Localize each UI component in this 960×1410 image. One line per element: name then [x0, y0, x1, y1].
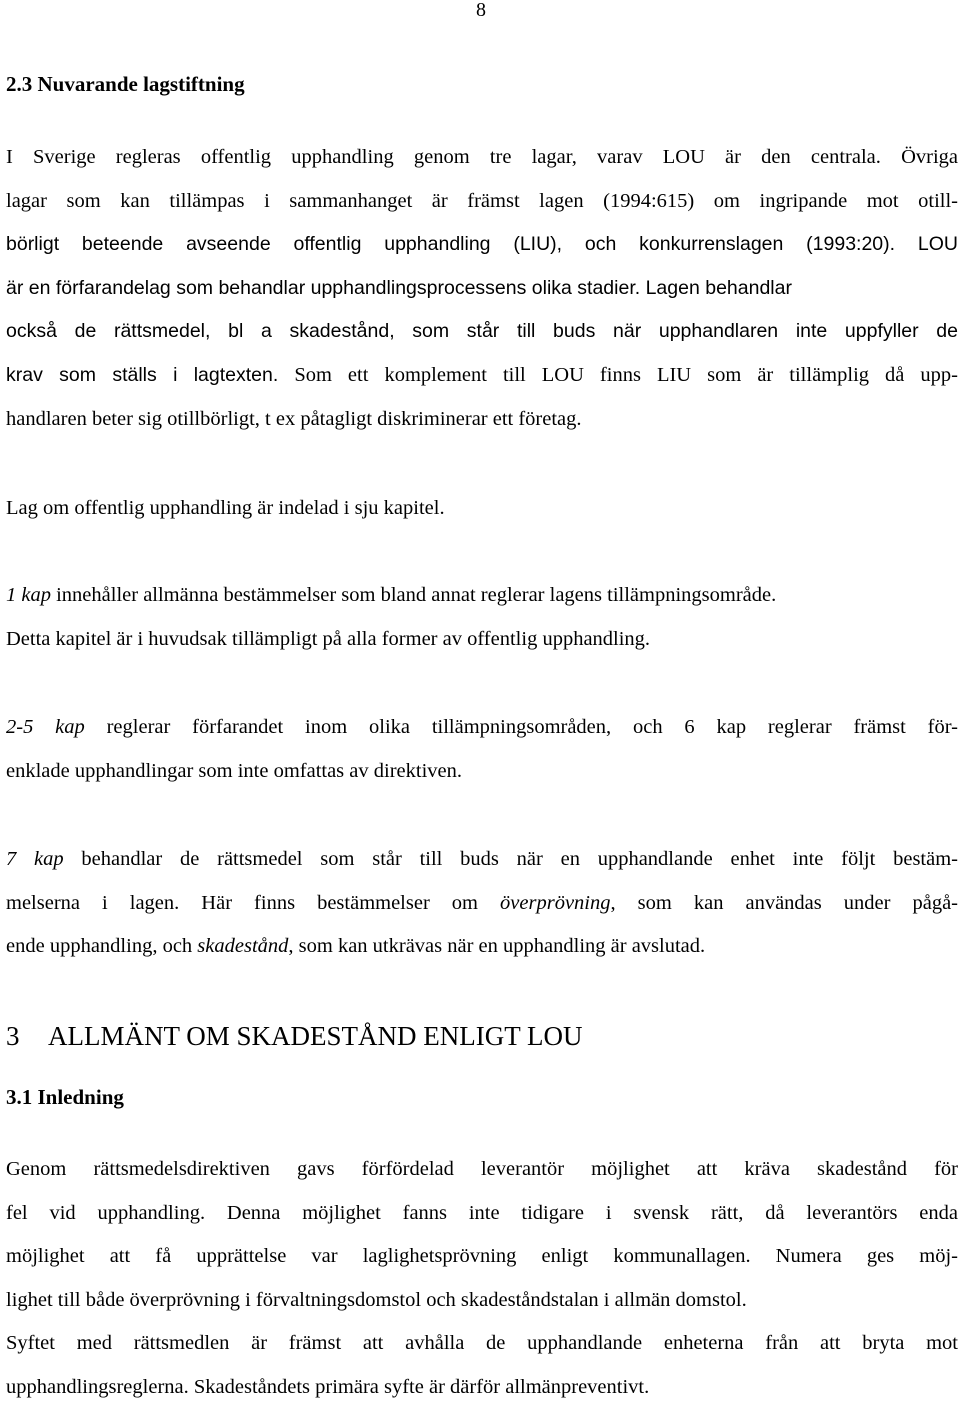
paragraph-introduction	[6, 1148, 958, 1410]
p1-line-5: också de rättsmedel, bl a skadestånd, som står till buds när upphandlaren inte uppfyller de	[6, 320, 958, 343]
p1-sentence-2-start: Övriga	[901, 146, 959, 168]
chapter-1-ref: 1 kap	[6, 584, 51, 606]
chapter-2-5-ref: 2-5 kap	[6, 716, 85, 738]
section-heading-3-1: 3.1 Inledning	[6, 1085, 124, 1109]
p1-sentence-7: handlaren beter sig otillbörligt, t ex påtagligt diskriminerar ett företag.	[6, 407, 582, 430]
chapter-7-line-3b: , som kan utkrävas när en upphandling är avslutad.	[288, 935, 706, 958]
intro-line-4: lighet till både överprövning i förvaltningsdomstol och skadeståndstalan i allmän domstol.	[6, 1288, 747, 1311]
page-number: 8	[476, 0, 486, 21]
chapter-7-text: behandlar de rättsmedel som står till buds när en upphandlande enhet inte följt bestäm-	[63, 848, 958, 870]
chapter-1-line-2: Detta kapitel är i huvudsak tillämpligt på alla former av offentlig upphandling.	[6, 627, 651, 650]
chapter-3-number: 3	[6, 1021, 20, 1051]
term-overprovning: överprövning	[500, 891, 611, 914]
paragraph-seven-chapters: Lag om offentlig upphandling är indelad i sju kapitel.	[6, 497, 445, 519]
p1-sentence-3: börligt beteende avseende offentlig upphandling (LIU), och konkurrenslagen (1993:20).	[6, 233, 896, 256]
term-skadestand: skadestånd	[197, 935, 289, 958]
chapter-7-line-2b: , som kan användas under pågå-	[610, 891, 959, 914]
chapter-2-5-text: reglerar förfarandet inom olika tillämpningsområden, och 6 kap reglerar främst för-	[84, 716, 958, 738]
chapter-3-heading	[6, 1020, 582, 1052]
chapter-7-ref: 7 kap	[6, 848, 64, 870]
chapter-7-line-2a: melserna i lagen. Här finns bestämmelser om	[6, 891, 501, 914]
paragraph-current-legislation	[6, 136, 958, 441]
chapter-2-5-line-2: enklade upphandlingar som inte omfattas av direktiven.	[6, 759, 462, 782]
p1-line-2: lagar som kan tillämpas i sammanhanget är främst lagen (1994:615) om ingripande mot otill-	[6, 189, 958, 212]
p1-sentence-1: I Sverige regleras offentlig upphandling genom tre lagar, varav LOU är den centrala.	[6, 146, 881, 168]
section-heading-2-3: 2.3 Nuvarande lagstiftning	[6, 72, 245, 96]
p1-sentence-4-line: är en förfarandelag som behandlar upphandlingsprocessens olika stadier. Lagen behandlar	[6, 276, 792, 299]
chapter-1-text: innehåller allmänna bestämmelser som bland annat reglerar lagens tillämpningsområde.	[50, 584, 777, 606]
chapter-3-title: ALLMÄNT OM SKADESTÅND ENLIGT LOU	[48, 1021, 583, 1051]
intro-line-6: upphandlingsreglerna. Skadeståndets primära syfte är därför allmänpreventivt.	[6, 1375, 650, 1398]
paragraph-chapters-2-6	[6, 706, 958, 793]
intro-line-3: möjlighet att få upprättelse var laglighetsprövning enligt kommunallagen. Numera ges möj-	[6, 1245, 958, 1268]
paragraph-chapter-7	[6, 838, 958, 969]
paragraph-chapter-1	[6, 574, 958, 661]
intro-line-5: Syftet med rättsmedlen är främst att avhålla de upphandlande enheterna från att bryta mot	[6, 1332, 958, 1355]
intro-line-2: fel vid upphandling. Denna möjlighet fanns inte tidigare i svensk rätt, då leverantörs enda	[6, 1201, 958, 1224]
chapter-7-line-3a: ende upphandling, och	[6, 935, 198, 958]
p1-sentence-6: Som ett komplement till LOU finns LIU som är tillämplig då upp-	[294, 363, 958, 386]
p1-lou-start: LOU	[917, 233, 958, 256]
intro-line-1: Genom rättsmedelsdirektiven gavs förfördelad leverantör möjlighet att kräva skadestånd för	[6, 1158, 958, 1180]
p1-line-6-sans: krav som ställs i lagtexten.	[6, 363, 279, 386]
